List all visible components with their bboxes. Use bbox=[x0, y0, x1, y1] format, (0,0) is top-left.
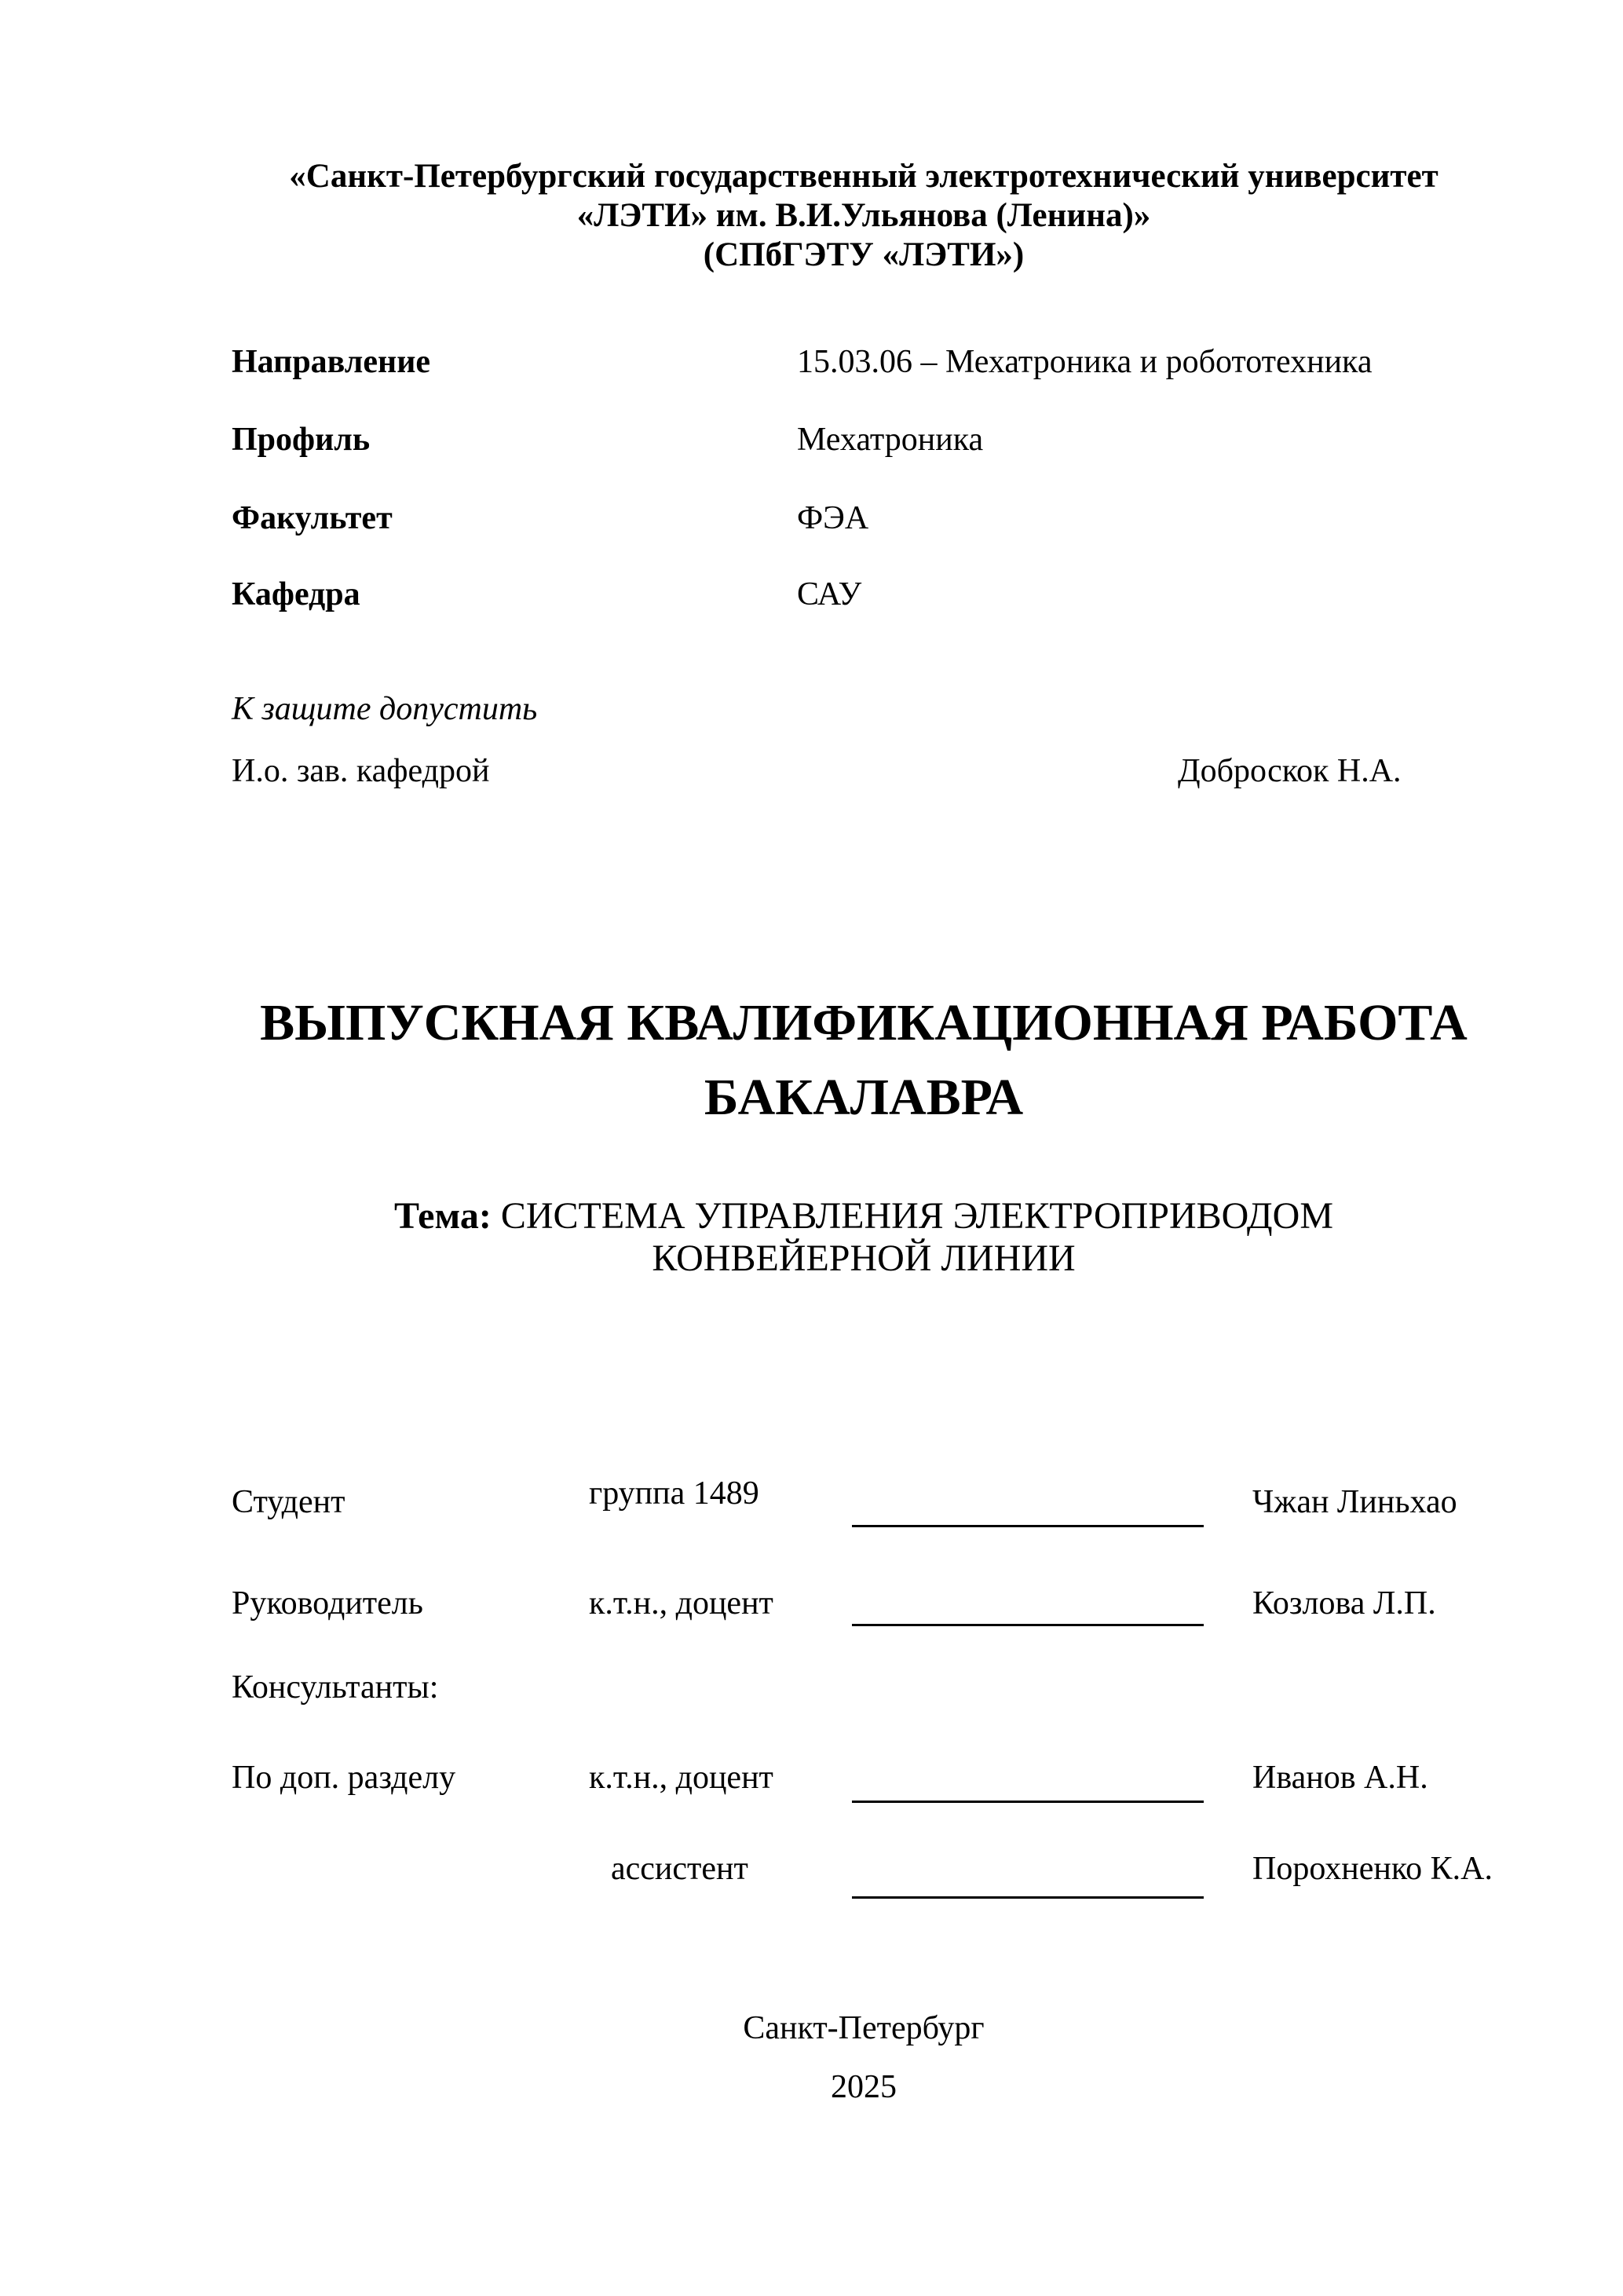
theme-text-line-1: СИСТЕМА УПРАВЛЕНИЯ ЭЛЕКТРОПРИВОДОМ bbox=[500, 1195, 1333, 1237]
university-name-line-1: «Санкт-Петербургский государственный электротехнический университет bbox=[289, 158, 1438, 195]
field-label-department: Кафедра bbox=[232, 576, 360, 612]
field-value-direction: 15.03.06 – Мехатроника и робототехника bbox=[797, 344, 1373, 380]
field-row-department bbox=[232, 578, 1496, 611]
consultants-heading: Консультанты: bbox=[232, 1669, 439, 1706]
field-value-department: САУ bbox=[797, 576, 862, 612]
signature-row-supervisor bbox=[232, 1587, 1496, 1620]
footer-year: 2025 bbox=[831, 2069, 897, 2105]
signature-row-consultant-extra bbox=[232, 1761, 1496, 1794]
theme-line-1 bbox=[232, 1195, 1496, 1238]
signature-line bbox=[852, 1525, 1204, 1527]
field-label-faculty: Факультет bbox=[232, 500, 393, 536]
field-label-profile: Профиль bbox=[232, 422, 371, 458]
field-row-direction bbox=[232, 345, 1496, 378]
field-row-faculty bbox=[232, 502, 1496, 535]
signature-line bbox=[852, 1801, 1204, 1803]
signature-name-student: Чжан Линьхао bbox=[1252, 1484, 1457, 1520]
signature-qualifier-consultant-assistant: ассистент bbox=[611, 1851, 748, 1887]
approver-row bbox=[232, 755, 1496, 788]
main-title-line-1: ВЫПУСКНАЯ КВАЛИФИКАЦИОННАЯ РАБОТА bbox=[260, 994, 1468, 1051]
theme-label: Тема: bbox=[393, 1195, 492, 1237]
signature-line bbox=[852, 1624, 1204, 1626]
admission-note: К защите допустить bbox=[232, 691, 538, 727]
main-title-line-2: БАКАЛАВРА bbox=[704, 1069, 1024, 1126]
approver-name: Доброскок Н.А. bbox=[1178, 753, 1402, 789]
signature-qualifier-consultant-extra: к.т.н., доцент bbox=[589, 1760, 773, 1796]
field-label-direction: Направление bbox=[232, 344, 431, 380]
main-title bbox=[232, 985, 1496, 1135]
signature-row-student bbox=[232, 1475, 1496, 1520]
signature-name-consultant-extra: Иванов А.Н. bbox=[1252, 1760, 1428, 1796]
signature-qualifier-student: группа 1489 bbox=[589, 1475, 759, 1512]
theme-block bbox=[232, 1195, 1496, 1280]
university-abbreviation-line: (СПбГЭТУ «ЛЭТИ») bbox=[703, 236, 1025, 273]
field-value-faculty: ФЭА bbox=[797, 500, 869, 536]
signature-name-consultant-assistant: Порохненко К.А. bbox=[1252, 1851, 1493, 1887]
university-header bbox=[232, 157, 1496, 275]
field-value-profile: Мехатроника bbox=[797, 422, 984, 458]
footer-city: Санкт-Петербург bbox=[743, 2010, 985, 2046]
theme-text-line-2: КОНВЕЙЕРНОЙ ЛИНИИ bbox=[652, 1238, 1076, 1279]
signature-line bbox=[852, 1896, 1204, 1899]
signature-name-supervisor: Козлова Л.П. bbox=[1252, 1585, 1436, 1621]
approver-position: И.о. зав. кафедрой bbox=[232, 753, 490, 789]
signature-role-consultant-extra: По доп. разделу bbox=[232, 1760, 456, 1796]
signature-role-supervisor: Руководитель bbox=[232, 1585, 423, 1621]
signature-qualifier-supervisor: к.т.н., доцент bbox=[589, 1585, 773, 1621]
university-name-line-2: «ЛЭТИ» им. В.И.Ульянова (Ленина)» bbox=[576, 197, 1151, 234]
signature-role-student: Студент bbox=[232, 1484, 345, 1520]
field-row-profile bbox=[232, 423, 1496, 456]
